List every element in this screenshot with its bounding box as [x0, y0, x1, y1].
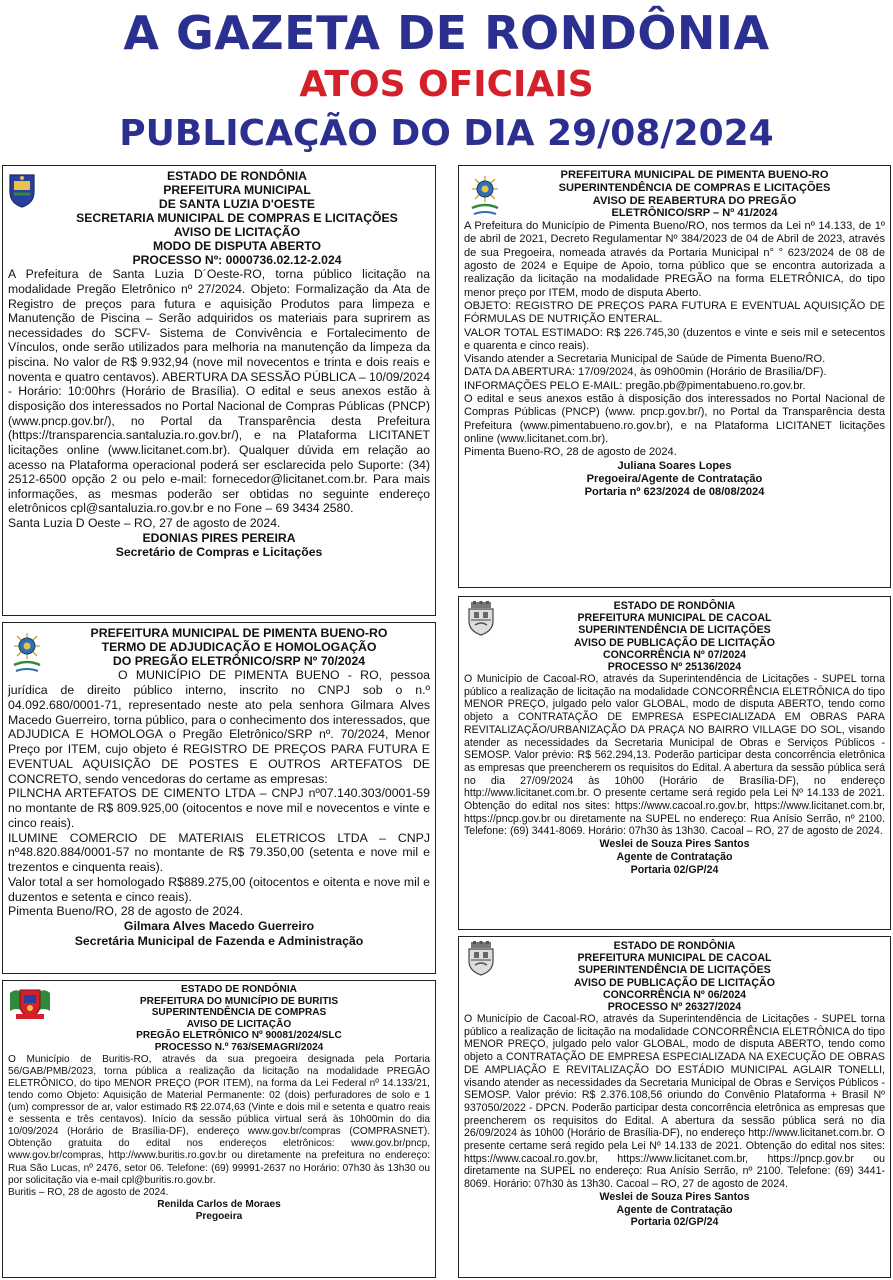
- notice-body: O Município de Buritis-RO, através da sua pregoeira designada pela Portaria 56/GAB/PMB/2023, torna pública a realização da licitação na modalidade PREGÃO ELETRÔNICO, do tipo MENOR PREÇO (POR ITEM), na forma da Lei Federal nº 14.133/21, tendo como Objeto: Aquisição de Material Permanente: 02 (dois) perfuradores de solo e 1 (um) compressor de ar, valor estimado R$ 22.074,63 (Vinte e dois mil e setenta e quatro reais e sessenta e três centavos). Início da sessão pública virtual será às 10h00min do dia 10/09/2024 (Horário de Brasília-DF), endereço www.gov.br/compras (COMPRASNET). Obtenção gratuita do edital nos endereços eletrônicos: www.gov.br/pncp, www.gov.br/compras, http://www.buritis.ro.gov.br ou diretamente na prefeitura no endereço: Rua São Lucas, nº 2476, setor 06. Telefone: (69) 99991-2637 no Horário: 07h30 às 13h30 ou por solicitação via e-mail cpl@buritis.ro.gov.br. Buritis – RO, 28 de agosto de 2024.: [8, 1053, 430, 1198]
- notice-body: O Município de Cacoal-RO, através da Superintendência de Licitações - SUPEL torna público a realização de licitação na modalidade CONCORRÊNCIA ELETRÔNICA do tipo MENOR PREÇO, julgado pelo valor GLOBAL, modo de disputa ABERTO, tendo como objeto a CONTRATAÇÃO DE EMPRESA ESPECIALIZADA NA EXECUÇÃO DE OBRAS DE AMPLIAÇÃO E REVITALIZAÇÃO DO ESTÁDIO MUNICIPAL AGLAIR TONELLI, visando atender as necessidades da Secretaria Municipal de Obras e Serviços Públicos - SEMOSP. Valor prévio: R$ 2.376.108,56 oriundo do Convênio Plataforma + Brasil Nº 937050/2022 - DPCN. Poderão participar desta concorrência eletrônica as empresas que preencherem os requisitos do Edital. A abertura da sessão pública será no dia 26/09/2024 às 10h00 (Horário de Brasília-DF), no endereço http://www.licitanet.com.br. O presente certame será regido pela Lei Nº 14.133 de 2021. Obtenção do edital nos sites: https://www.cacoal.ro.gov.br, https://www.licitanet.com.br, https://pncp.gov.br ou diretamente na SUPEL no endereço: Rua Anísio Serrão, nº 2100. Telefone: (69) 3441-8069. Horário: 07h30 às 13h30. Cacoal – RO, 27 de agosto de 2024.: [464, 1013, 885, 1191]
- notice-body: A Prefeitura de Santa Luzia D´Oeste-RO, torna público licitação na modalidade Pregão Eletrônico nº 27/2024. Objeto: Formalização da Ata de Registro de preços para futura e aquisição Produtos para limpeza e Manutenção de Piscina – Serão adquiridos os materiais para suprirem as necessidades do SCFV- Sistema de Convivência e Fortalecimento de Vínculos, onde serão utilizados para melhoria na manutenção da limpeza da piscina. No valor de R$ 9.932,94 (nove mil novecentos e trinta e dois reais e noventa e quatro centavos). ABERTURA DA SESSÃO PÚBLICA – 10/09/2024 - Horário: 10:00hrs (Horário de Brasília). O edital e seus anexos estão à disposição dos interessados no Portal Nacional de Compras Públicas (PNCP) (www.pncp.gov.br/), no Portal da Transparência desta Prefeitura (https://transparencia.santaluzia.ro.gov.br/), e na Plataforma LICITANET licitações online (www.licitanet.com.br). Qualquer dúvida em relação ao acesso na Plataforma operacional poderá ser esclarecida pelo Suporte: (34) 2512-6500 opção 2 ou pelo e-mail: fornecedor@licitanet.com.br. Para mais informações, as mesmas poderão ser obtidas no seguinte endereço eletrônicos cpl@santaluzia.ro.gov.br e no Fone – 69 3434 2580. Santa Luzia D Oeste – RO, 27 de agosto de 2024.: [8, 267, 430, 531]
- notice-header: PREFEITURA MUNICIPAL DE PIMENTA BUENO-RO SUPERINTENDÊNCIA DE COMPRAS E LICITAÇÕES AVISO DE REABERTURA DO PREGÃO ELETRÔNICO/SRP – Nº 41/2024: [558, 169, 831, 220]
- notice-cacoal-concorrencia-06: [458, 936, 891, 1278]
- notice-buritis: [2, 980, 436, 1278]
- notice-signature: EDONIAS PIRES PEREIRA Secretário de Compras e Licitações: [115, 530, 323, 560]
- notice-body: A Prefeitura do Município de Pimenta Bueno/RO, nos termos da Lei nº 14.133, de 1º de abril de 2021, Decreto Regulamentar Nº 384/2023 de 04 de Abril de 2023, através de sua Pregoeira, nomeada através da Portaria Municipal n° ° 623/2024 de 08 de agosto de 2024 e Equipe de Apoio, torna público que se encontra autorizada a realização da licitação na modalidade PREGÃO na forma ELETRÔNICA, do tipo menor preço por ITEM, modo de disputa Aberto. OBJETO: REGISTRO DE PREÇOS PARA FUTURA E EVENTUAL AQUISIÇÃO DE FÓRMULAS DE NUTRIÇÃO ENTERAL. VALOR TOTAL ESTIMADO: R$ 226.745,30 (duzentos e vinte e seis mil e setecentos e quarenta e cinco reais). Visando atender a Secretaria Municipal de Saúde de Pimenta Bueno/RO. DATA DA ABERTURA: 17/09/2024, às 09h00min (Horário de Brasília/DF). INFORMAÇÕES PELO E-MAIL: pregão.pb@pimentabueno.ro.gov.br. O edital e seus anexos estão à disposição dos interessados no Portal Nacional de Compras Públicas (PNCP) (www. pncp.gov.br/), no Portal da Transparência desta Prefeitura (www.pimentabueno.ro.gov.br), e na Plataforma LICITANET licitações online (www.licitanet.com.br). Pimenta Bueno-RO, 28 de agosto de 2024.: [464, 220, 885, 459]
- notice-pimenta-bueno-reabertura: [458, 165, 891, 588]
- notice-body: O Município de Cacoal-RO, através da Superintendência de Licitações - SUPEL torna público a realização de licitação na modalidade CONCORRÊNCIA ELETRÔNICA do tipo MENOR PREÇO, julgado pelo valor GLOBAL, modo de disputa ABERTO, tendo como objeto a CONTRATAÇÃO DE EMPRESA ESPECIALIZADA EM OBRAS PARA REVITALIZAÇÃO/URBANIZAÇÃO DA PRAÇA NO BAIRRO VILLAGE DO SOL, visando atender as necessidades da Secretaria Municipal de Obras e Serviços Públicos - SEMOSP. Valor prévio: R$ 562.294,13. Poderão participar desta concorrência eletrônica as empresas que preencherem os requisitos do Edital. A abertura da sessão pública será no dia 27/09/2024 às 10h00 (Horário de Brasília-DF), no endereço http://www.licitanet.com.br. O presente certame será regido pela Lei Nº 14.133 de 2021. Obtenção do edital nos sites: https://www.cacoal.ro.gov.br, https://www.licitanet.com.br, https://pncp.gov.br ou diretamente na SUPEL no endereço: Rua Anísio Serrão, nº 2100. Telefone: (69) 3441-8069. Horário: 07h30 às 13h30. Cacoal – RO, 27 de agosto de 2024.: [464, 673, 885, 838]
- notice-header: ESTADO DE RONDÔNIA PREFEITURA DO MUNICÍPIO DE BURITIS SUPERINTENDÊNCIA DE COMPRAS AVISO DE LICITAÇÃO PREGÃO ELETRÔNICO Nº 90081/2024/SLC PROCESSO N.º 763/SEMAGRI/2024: [136, 984, 342, 1053]
- notice-signature: Renilda Carlos de Moraes Pregoeira: [157, 1198, 281, 1222]
- cacoal-coat-of-arms-icon: [465, 941, 497, 977]
- notice-header: PREFEITURA MUNICIPAL DE PIMENTA BUENO-RO TERMO DE ADJUDICAÇÃO E HOMOLOGAÇÃO DO PREGÃO ELETRÔNICO/SRP Nº 70/2024: [90, 626, 388, 669]
- notice-cacoal-concorrencia-07: [458, 596, 891, 930]
- buritis-coat-of-arms-icon: [7, 985, 53, 1021]
- publication-date: PUBLICAÇÃO DO DIA 29/08/2024: [119, 113, 774, 154]
- newspaper-title: A GAZETA DE RONDÔNIA: [123, 6, 770, 60]
- notice-header: ESTADO DE RONDÔNIA PREFEITURA MUNICIPAL DE CACOAL SUPERINTENDÊNCIA DE LICITAÇÕES AVISO DE PUBLICAÇÃO DE LICITAÇÃO CONCORRÊNCIA Nº 06/2024 PROCESSO Nº 26327/2024: [574, 940, 775, 1013]
- santa-luzia-seal-icon: [7, 172, 37, 208]
- notice-header: ESTADO DE RONDÔNIA PREFEITURA MUNICIPAL DE CACOAL SUPERINTENDÊNCIA DE LICITAÇÕES AVISO DE PUBLICAÇÃO DE LICITAÇÃO CONCORRÊNCIA Nº 07/2024 PROCESSO Nº 25136/2024: [574, 600, 775, 673]
- notice-body: O MUNICÍPIO DE PIMENTA BUENO - RO, pessoa jurídica de direito público interno, inscrito no CNPJ sob o n.º 04.092.680/0001-71, representado neste ato pela senhora Gilmara Alves Macedo Guerreiro, torna público, para o conhecimento dos interessados, que ADJUDICA E HOMOLOGA o Pregão Eletrônico/SRP nº. 70/2024, Menor Preço por ITEM, cujo objeto é REGISTRO DE PREÇOS PARA FUTURA E EVENTUAL AQUISIÇÃO DE POSTES E OUTROS ARTEFATOS DE CONCRETO, sendo vencedoras do certame as empresas: PILNCHA ARTEFATOS DE CIMENTO LTDA – CNPJ nº07.140.303/0001-59 no montante de R$ 809.925,00 (oitocentos e nove mil e novecentos e vinte e cinco reais). ILUMINE COMERCIO DE MATERIAIS ELETRICOS LTDA – CNPJ nº48.820.884/0001-57 no montante de R$ 79.350,00 (setenta e nove mil e trezentos e cinquenta reais). Valor total a ser homologado R$889.275,00 (oitocentos e oitenta e nove mil e duzentos e setenta e cinco reais). Pimenta Bueno/RO, 28 de agosto de 2024.: [8, 668, 430, 919]
- pimenta-bueno-seal-icon: [9, 629, 45, 677]
- notice-signature: Weslei de Souza Pires Santos Agente de Contratação Portaria 02/GP/24: [599, 838, 750, 876]
- notice-signature: Weslei de Souza Pires Santos Agente de Contratação Portaria 02/GP/24: [599, 1190, 750, 1229]
- pimenta-bueno-seal-icon: [467, 172, 503, 220]
- cacoal-coat-of-arms-icon: [465, 601, 497, 637]
- notice-signature: Gilmara Alves Macedo Guerreiro Secretária Municipal de Fazenda e Administração: [74, 919, 364, 948]
- section-title: ATOS OFICIAIS: [299, 64, 594, 105]
- notice-santa-luzia: [2, 165, 436, 616]
- notice-signature: Juliana Soares Lopes Pregoeira/Agente de Contratação Portaria nº 623/2024 de 08/08/2024: [584, 459, 765, 499]
- notice-pimenta-bueno-homologacao: [2, 622, 436, 974]
- notice-header: ESTADO DE RONDÔNIA PREFEITURA MUNICIPAL DE SANTA LUZIA D'OESTE SECRETARIA MUNICIPAL DE COMPRAS E LICITAÇÕES AVISO DE LICITAÇÃO MODO DE DISPUTA ABERTO PROCESSO Nº: 0000736.02.12-2.024: [76, 169, 398, 268]
